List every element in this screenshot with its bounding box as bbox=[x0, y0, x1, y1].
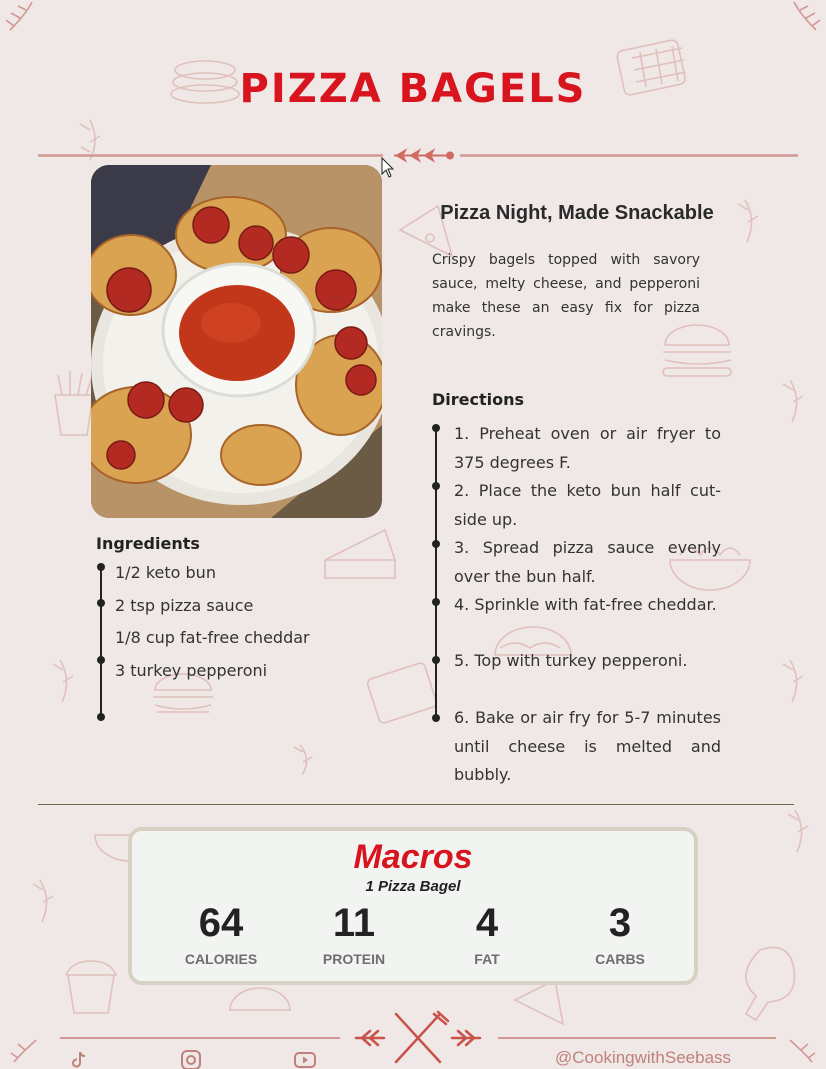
pizza-slice-doodle-icon bbox=[515, 980, 563, 1024]
ingredients-timeline bbox=[100, 567, 102, 718]
sprig-doodle-icon bbox=[33, 880, 53, 922]
cup-doodle-icon bbox=[66, 961, 116, 1013]
direction-bullet bbox=[432, 714, 440, 722]
cake-doodle-icon bbox=[325, 530, 395, 578]
direction-bullet bbox=[432, 482, 440, 490]
corner-leaf-icon bbox=[6, 2, 32, 30]
macros-serving: 1 Pizza Bagel bbox=[365, 878, 461, 895]
ingredient-bullet bbox=[97, 656, 105, 664]
corner-leaf-icon bbox=[11, 1040, 36, 1062]
ingredient-item: 2 tsp pizza sauce bbox=[115, 596, 254, 615]
instagram-icon[interactable] bbox=[180, 1050, 202, 1069]
top-divider bbox=[38, 154, 798, 157]
ingredients-heading: Ingredients bbox=[96, 534, 200, 553]
ingredient-item: 1/8 cup fat-free cheddar bbox=[115, 628, 310, 647]
corner-leaf-icon bbox=[790, 1040, 815, 1062]
carbs-value: 3 bbox=[608, 901, 632, 945]
direction-bullet bbox=[432, 540, 440, 548]
directions-heading: Directions bbox=[432, 390, 525, 409]
tiktok-icon[interactable] bbox=[68, 1050, 90, 1069]
ingredient-bullet bbox=[97, 599, 105, 607]
direction-step: 2. Place the keto bun half cut-side up. bbox=[454, 481, 721, 529]
macros-title: Macros bbox=[353, 838, 473, 876]
fries-doodle-icon bbox=[55, 371, 93, 435]
direction-step: 1. Preheat oven or air fryer to 375 degrees F. bbox=[454, 424, 721, 472]
youtube-icon[interactable] bbox=[294, 1050, 316, 1069]
ingredient-bullet bbox=[97, 563, 105, 571]
direction-bullet bbox=[432, 598, 440, 606]
footer-rule-right bbox=[498, 1037, 776, 1039]
footer-rule-left bbox=[60, 1037, 340, 1039]
calories-label: CALORIES bbox=[184, 951, 258, 967]
ingredient-item: 3 turkey pepperoni bbox=[115, 661, 268, 680]
direction-step: 3. Spread pizza sauce evenly over the bun half. bbox=[454, 538, 721, 586]
recipe-subtitle: Pizza Night, Made Snackable bbox=[440, 202, 714, 224]
directions-timeline bbox=[435, 428, 437, 719]
sprig-doodle-icon bbox=[294, 745, 312, 775]
sprig-doodle-icon bbox=[53, 660, 73, 702]
section-divider bbox=[38, 804, 794, 805]
mouse-cursor-icon bbox=[381, 157, 395, 179]
drumstick-doodle-icon bbox=[746, 948, 795, 1021]
sprig-doodle-icon bbox=[738, 200, 758, 242]
corner-leaf-icon bbox=[794, 2, 820, 30]
sprig-doodle-icon bbox=[788, 810, 808, 852]
waffle-doodle-icon bbox=[366, 662, 437, 724]
pizza-bagels-photo bbox=[91, 165, 382, 518]
taco-doodle-icon bbox=[230, 988, 290, 1010]
carbs-label: CARBS bbox=[595, 951, 645, 967]
recipe-description: Crispy bagels topped with savory sauce, melty cheese, and pepperoni make these an easy fix for pizza cravings. bbox=[432, 252, 700, 340]
protein-label: PROTEIN bbox=[322, 951, 386, 967]
fork-knife-ornament-icon bbox=[350, 1010, 486, 1066]
direction-step: 4. Sprinkle with fat-free cheddar. bbox=[454, 595, 717, 614]
calories-value: 64 bbox=[198, 901, 244, 945]
direction-step: 6. Bake or air fry for 5-7 minutes until cheese is melted and bubbly. bbox=[454, 708, 721, 784]
fat-value: 4 bbox=[475, 901, 499, 945]
fat-label: FAT bbox=[474, 951, 500, 967]
footer-handle[interactable]: @CookingwithSeebass bbox=[555, 1048, 732, 1067]
ingredient-item: 1/2 keto bun bbox=[115, 563, 216, 582]
direction-bullet bbox=[432, 424, 440, 432]
sprig-doodle-icon bbox=[783, 660, 803, 702]
direction-step: 5. Top with turkey pepperoni. bbox=[454, 651, 688, 670]
sprig-doodle-icon bbox=[783, 380, 803, 422]
page-title: PIZZA BAGELS bbox=[239, 66, 587, 112]
direction-bullet bbox=[432, 656, 440, 664]
ingredient-bullet bbox=[97, 713, 105, 721]
protein-value: 11 bbox=[332, 901, 376, 945]
